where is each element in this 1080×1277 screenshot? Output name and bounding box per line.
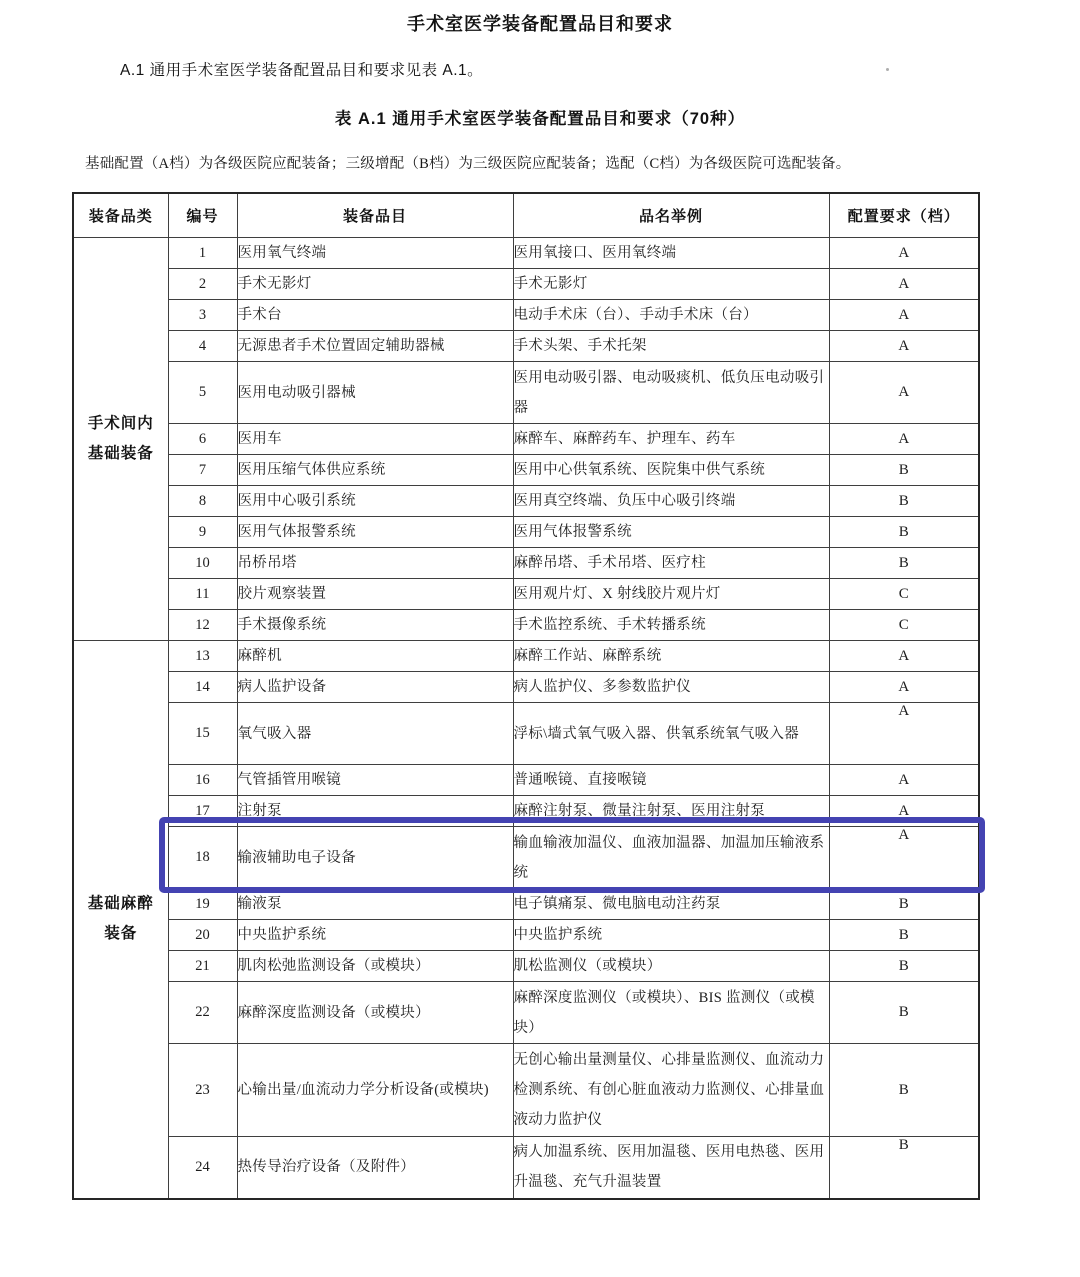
cell-no: 11 — [168, 579, 237, 610]
cell-grade: A — [829, 765, 979, 796]
cell-grade: B — [829, 517, 979, 548]
table-row — [73, 765, 979, 796]
equipment-table — [72, 192, 980, 1200]
cell-item: 肌肉松弛监测设备（或模块） — [237, 951, 513, 982]
cell-no: 10 — [168, 548, 237, 579]
cell-examples: 麻醉车、麻醉药车、护理车、药车 — [513, 424, 829, 455]
cell-grade: B — [829, 548, 979, 579]
cell-grade: A — [829, 362, 979, 424]
cell-no: 14 — [168, 672, 237, 703]
cell-grade: C — [829, 610, 979, 641]
cell-item: 气管插管用喉镜 — [237, 765, 513, 796]
category-label-line: 基础麻醉 — [87, 895, 154, 913]
cell-item: 医用气体报警系统 — [237, 517, 513, 548]
cell-examples: 病人监护仪、多参数监护仪 — [513, 672, 829, 703]
cell-item: 病人监护设备 — [237, 672, 513, 703]
cell-item: 胶片观察装置 — [237, 579, 513, 610]
cell-no: 9 — [168, 517, 237, 548]
cell-no: 21 — [168, 951, 237, 982]
cell-grade: B — [829, 1137, 979, 1199]
table-row — [73, 331, 979, 362]
cell-examples: 医用中心供氧系统、医院集中供气系统 — [513, 455, 829, 486]
cell-item: 氧气吸入器 — [237, 703, 513, 765]
cell-no: 3 — [168, 300, 237, 331]
cell-grade: B — [829, 889, 979, 920]
table-row — [73, 889, 979, 920]
category-label-line: 基础装备 — [87, 445, 154, 462]
table-row — [73, 641, 979, 672]
table-row-highlighted — [73, 827, 979, 889]
cell-examples: 麻醉注射泵、微量注射泵、医用注射泵 — [513, 796, 829, 827]
col-header-category: 装备品类 — [73, 193, 168, 238]
cell-examples: 麻醉吊塔、手术吊塔、医疗柱 — [513, 548, 829, 579]
cell-grade: B — [829, 455, 979, 486]
scan-speck — [886, 68, 889, 71]
cell-no: 7 — [168, 455, 237, 486]
cell-no: 16 — [168, 765, 237, 796]
cell-examples: 麻醉工作站、麻醉系统 — [513, 641, 829, 672]
col-header-number: 编号 — [168, 193, 237, 238]
cell-no: 5 — [168, 362, 237, 424]
table-row — [73, 269, 979, 300]
cell-grade: A — [829, 269, 979, 300]
cell-no: 6 — [168, 424, 237, 455]
cell-grade: A — [829, 300, 979, 331]
table-row — [73, 672, 979, 703]
cell-item: 医用电动吸引器械 — [237, 362, 513, 424]
cell-no: 22 — [168, 982, 237, 1044]
table-row — [73, 455, 979, 486]
cell-item: 医用中心吸引系统 — [237, 486, 513, 517]
cell-no: 19 — [168, 889, 237, 920]
cell-item: 麻醉机 — [237, 641, 513, 672]
table-row — [73, 238, 979, 269]
cell-item: 无源患者手术位置固定辅助器械 — [237, 331, 513, 362]
cell-examples: 无创心输出量测量仪、心排量监测仪、血流动力检测系统、有创心脏血液动力监测仪、心排量血液动力监护仪 — [513, 1044, 829, 1137]
cell-examples: 手术头架、手术托架 — [513, 331, 829, 362]
cell-grade: B — [829, 951, 979, 982]
page-title: 手术室医学装备配置品目和要求 — [407, 14, 673, 34]
cell-item: 中央监护系统 — [237, 920, 513, 951]
col-header-grade: 配置要求（档） — [829, 193, 979, 238]
cell-grade: B — [829, 920, 979, 951]
cell-item: 输液辅助电子设备 — [237, 827, 513, 889]
table-row — [73, 1137, 979, 1199]
cell-grade: A — [829, 424, 979, 455]
cell-no: 24 — [168, 1137, 237, 1199]
cell-item: 手术台 — [237, 300, 513, 331]
table-row — [73, 579, 979, 610]
category-label-line: 装备 — [104, 925, 138, 943]
cell-examples: 输血输液加温仪、血液加温器、加温加压输液系统 — [513, 827, 829, 889]
cell-grade: A — [829, 672, 979, 703]
table-row — [73, 517, 979, 548]
cell-no: 13 — [168, 641, 237, 672]
cell-examples: 医用气体报警系统 — [513, 517, 829, 548]
table-note: 基础配置（A档）为各级医院应配装备；三级增配（B档）为三级医院应配装备；选配（C档）为各级医院可选配装备。 — [85, 156, 851, 172]
cell-grade: A — [829, 796, 979, 827]
cell-no: 4 — [168, 331, 237, 362]
category-cell-group2 — [73, 641, 168, 1199]
cell-no: 17 — [168, 796, 237, 827]
cell-item: 手术摄像系统 — [237, 610, 513, 641]
cell-no: 18 — [168, 827, 237, 889]
cell-item: 注射泵 — [237, 796, 513, 827]
cell-examples: 肌松监测仪（或模块） — [513, 951, 829, 982]
cell-examples: 手术无影灯 — [513, 269, 829, 300]
cell-examples: 手术监控系统、手术转播系统 — [513, 610, 829, 641]
table-row — [73, 548, 979, 579]
cell-examples: 中央监护系统 — [513, 920, 829, 951]
cell-no: 23 — [168, 1044, 237, 1137]
cell-item: 吊桥吊塔 — [237, 548, 513, 579]
cell-examples: 浮标\墙式氧气吸入器、供氧系统氧气吸入器 — [513, 703, 829, 765]
cell-item: 医用车 — [237, 424, 513, 455]
cell-grade: A — [829, 641, 979, 672]
table-row — [73, 703, 979, 765]
cell-grade: A — [829, 827, 979, 889]
cell-grade: A — [829, 331, 979, 362]
cell-examples: 电动手术床（台）、手动手术床（台） — [513, 300, 829, 331]
cell-examples: 电子镇痛泵、微电脑电动注药泵 — [513, 889, 829, 920]
cell-item: 手术无影灯 — [237, 269, 513, 300]
cell-no: 12 — [168, 610, 237, 641]
table-row — [73, 300, 979, 331]
cell-examples: 医用氧接口、医用氧终端 — [513, 238, 829, 269]
clause-a1-text: A.1 通用手术室医学装备配置品目和要求见表 A.1。 — [120, 62, 484, 79]
cell-grade: B — [829, 1044, 979, 1137]
cell-item: 医用氧气终端 — [237, 238, 513, 269]
cell-examples: 医用电动吸引器、电动吸痰机、低负压电动吸引器 — [513, 362, 829, 424]
table-row — [73, 796, 979, 827]
table-row — [73, 1044, 979, 1137]
table-row — [73, 362, 979, 424]
table-row — [73, 920, 979, 951]
col-header-examples: 品名举例 — [513, 193, 829, 238]
cell-examples: 普通喉镜、直接喉镜 — [513, 765, 829, 796]
table-row — [73, 486, 979, 517]
category-cell-group1 — [73, 238, 168, 641]
cell-item: 输液泵 — [237, 889, 513, 920]
cell-no: 1 — [168, 238, 237, 269]
cell-grade: A — [829, 238, 979, 269]
cell-examples: 医用真空终端、负压中心吸引终端 — [513, 486, 829, 517]
cell-item: 医用压缩气体供应系统 — [237, 455, 513, 486]
cell-item: 麻醉深度监测设备（或模块） — [237, 982, 513, 1044]
cell-examples: 医用观片灯、X 射线胶片观片灯 — [513, 579, 829, 610]
table-row — [73, 610, 979, 641]
table-row — [73, 951, 979, 982]
cell-item: 心输出量/血流动力学分析设备(或模块) — [237, 1044, 513, 1137]
cell-no: 8 — [168, 486, 237, 517]
cell-examples: 病人加温系统、医用加温毯、医用电热毯、医用升温毯、充气升温装置 — [513, 1137, 829, 1199]
header-row — [73, 193, 979, 238]
cell-grade: B — [829, 982, 979, 1044]
cell-no: 15 — [168, 703, 237, 765]
col-header-item: 装备品目 — [237, 193, 513, 238]
table-row — [73, 982, 979, 1044]
cell-grade: A — [829, 703, 979, 765]
cell-grade: B — [829, 486, 979, 517]
cell-no: 2 — [168, 269, 237, 300]
cell-no: 20 — [168, 920, 237, 951]
category-label-line: 手术间内 — [87, 415, 154, 432]
table-caption: 表 A.1 通用手术室医学装备配置品目和要求（70种） — [334, 110, 746, 128]
cell-grade: C — [829, 579, 979, 610]
cell-examples: 麻醉深度监测仪（或模块）、BIS 监测仪（或模块） — [513, 982, 829, 1044]
table-row — [73, 424, 979, 455]
cell-item: 热传导治疗设备（及附件） — [237, 1137, 513, 1199]
